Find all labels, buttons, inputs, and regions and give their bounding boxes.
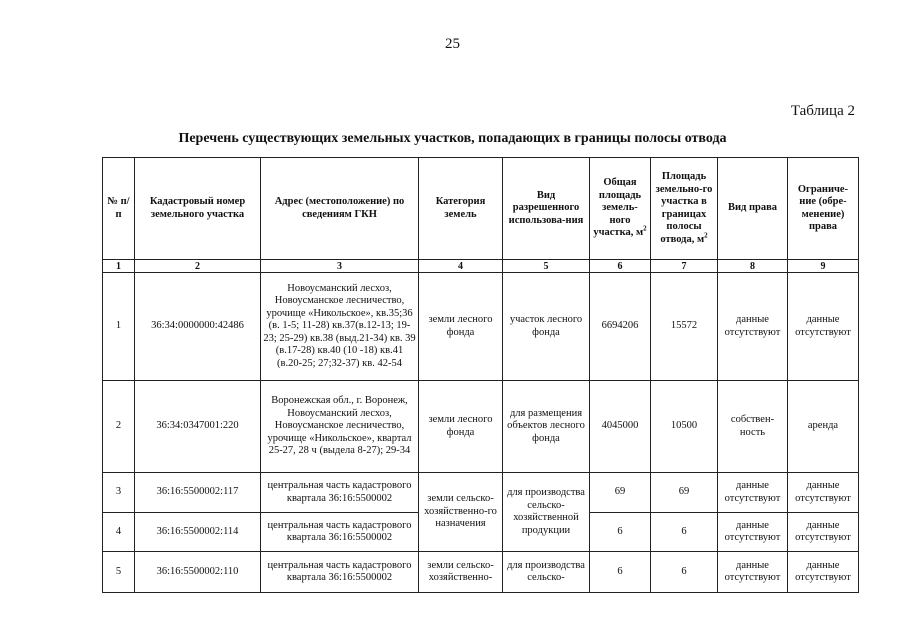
row-category-merged: земли сельско-хозяйственно-го назначения — [419, 473, 503, 552]
row-area-band: 10500 — [651, 381, 718, 473]
header-row — [103, 158, 859, 260]
row-category: земли лесного фонда — [419, 381, 503, 473]
header-area-total — [590, 158, 651, 260]
row-encumbrance: данные отсутствуют — [788, 552, 859, 593]
column-number: 8 — [718, 260, 788, 273]
row-address: центральная часть кадастрового квартала 36:16:5500002 — [261, 473, 419, 513]
row-num: 5 — [103, 552, 135, 593]
land-plots-table — [102, 157, 859, 593]
header-area-band — [651, 158, 718, 260]
row-right: данные отсутствуют — [718, 552, 788, 593]
column-number: 3 — [261, 260, 419, 273]
row-cadastral: 36:16:5500002:110 — [135, 552, 261, 593]
header-usage: Вид разрешенного использова-ния — [503, 158, 590, 260]
row-address: центральная часть кадастрового квартала 36:16:5500002 — [261, 552, 419, 593]
row-category: земли лесного фонда — [419, 273, 503, 381]
row-num: 4 — [103, 513, 135, 552]
row-area-band: 6 — [651, 513, 718, 552]
row-num: 2 — [103, 381, 135, 473]
row-encumbrance: аренда — [788, 381, 859, 473]
row-cadastral: 36:34:0347001:220 — [135, 381, 261, 473]
row-right: данные отсутствуют — [718, 473, 788, 513]
column-number: 7 — [651, 260, 718, 273]
column-number: 2 — [135, 260, 261, 273]
row-num: 3 — [103, 473, 135, 513]
row-right: данные отсутствуют — [718, 273, 788, 381]
row-address: Новоусманский лесхоз, Новоусманское лесничество, урочище «Никольское», кв.35;36 (в. 1-5; 11-28) кв.37(в.12-13; 19-23; 25-29) кв.38 (выд.21-34) кв. 39 (в.17-28) кв.40 (10 -18) кв.41 (в.20-25; 27;32-37) кв. 42-54 — [261, 273, 419, 381]
row-area-band: 15572 — [651, 273, 718, 381]
row-area-total: 4045000 — [590, 381, 651, 473]
row-encumbrance: данные отсутствуют — [788, 273, 859, 381]
table-label: Таблица 2 — [790, 103, 855, 119]
header-encumbrance: Ограниче-ние (обре-менение) права — [788, 158, 859, 260]
row-category: земли сельско-хозяйственно- — [419, 552, 503, 593]
table-row — [103, 381, 859, 473]
column-number-row — [103, 260, 859, 273]
row-cadastral: 36:34:0000000:42486 — [135, 273, 261, 381]
row-address: центральная часть кадастрового квартала 36:16:5500002 — [261, 513, 419, 552]
table-row — [103, 473, 859, 513]
table-row — [103, 273, 859, 381]
column-number: 6 — [590, 260, 651, 273]
header-area-band-text: Площадь земельно-го участка в границах полосы отвода, м — [655, 171, 713, 245]
row-encumbrance: данные отсутствуют — [788, 473, 859, 513]
row-cadastral: 36:16:5500002:114 — [135, 513, 261, 552]
row-right: собствен-ность — [718, 381, 788, 473]
header-area-total-text: Общая площадь земель-ного участка, м — [593, 177, 644, 239]
row-area-band: 6 — [651, 552, 718, 593]
column-number: 9 — [788, 260, 859, 273]
row-usage-merged: для производства сельско-хозяйственной продукции — [503, 473, 590, 552]
page-number: 25 — [445, 36, 460, 52]
row-address: Воронежская обл., г. Воронеж, Новоусманский лесхоз, Новоусманское лесничество, урочище «Никольское», квартал 25-27, 28 ч (выдела 8-27); 29-34 — [261, 381, 419, 473]
row-right: данные отсутствуют — [718, 513, 788, 552]
header-area-band-sup: 2 — [704, 231, 708, 239]
row-area-band: 69 — [651, 473, 718, 513]
row-usage: участок лесного фонда — [503, 273, 590, 381]
header-address: Адрес (местоположение) по сведениям ГКН — [261, 158, 419, 260]
header-right: Вид права — [718, 158, 788, 260]
row-usage: для производства сельско- — [503, 552, 590, 593]
row-area-total: 6 — [590, 552, 651, 593]
column-number: 5 — [503, 260, 590, 273]
row-area-total: 69 — [590, 473, 651, 513]
row-usage: для размещения объектов лесного фонда — [503, 381, 590, 473]
row-area-total: 6694206 — [590, 273, 651, 381]
header-area-total-sup: 2 — [643, 224, 647, 233]
row-area-total: 6 — [590, 513, 651, 552]
row-num: 1 — [103, 273, 135, 381]
row-cadastral: 36:16:5500002:117 — [135, 473, 261, 513]
row-encumbrance: данные отсутствуют — [788, 513, 859, 552]
column-number: 4 — [419, 260, 503, 273]
header-cadastral: Кадастровый номер земельного участка — [135, 158, 261, 260]
table-title: Перечень существующих земельных участков, попадающих в границы полосы отвода — [178, 131, 727, 146]
column-number: 1 — [103, 260, 135, 273]
header-num: № п/п — [103, 158, 135, 260]
table-row — [103, 552, 859, 593]
header-category: Категория земель — [419, 158, 503, 260]
